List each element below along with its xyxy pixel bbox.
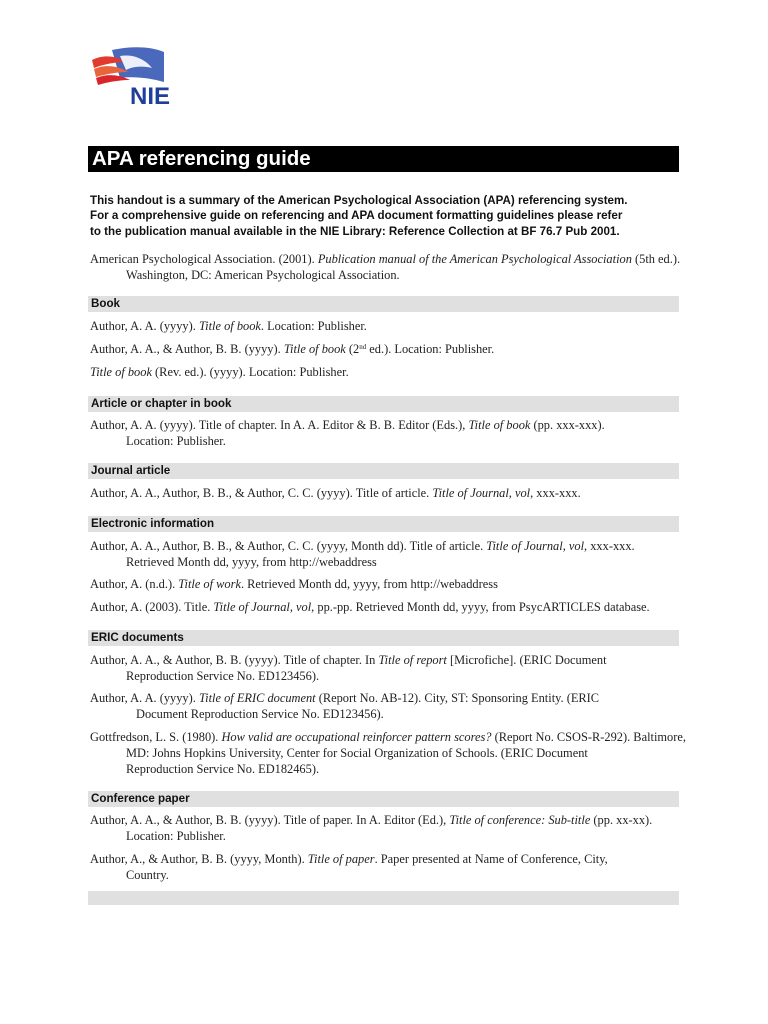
- ref-continuation: Document Reproduction Service No. ED123456).: [136, 707, 384, 722]
- ref-text: , xxx-xxx.: [584, 539, 635, 553]
- ref-continuation: Reproduction Service No. ED123456).: [126, 669, 320, 684]
- section-conference: Conference paper: [88, 791, 679, 807]
- reference-entry: [90, 538, 690, 570]
- ref-text: ed.). Location: Publisher.: [366, 342, 495, 356]
- reference-entry: [90, 251, 690, 283]
- ref-text: [Microfiche]. (ERIC Document: [446, 653, 607, 667]
- reference-entry: [90, 364, 690, 380]
- ref-title: Title of report: [378, 653, 447, 667]
- section-book: Book: [88, 296, 679, 312]
- section-footer-bar: [88, 891, 679, 905]
- logo-text: NIE: [130, 83, 171, 108]
- ref-text: American Psychological Association. (2001).: [90, 252, 318, 266]
- ref-title: Title of book: [283, 342, 346, 356]
- section-journal: Journal article: [88, 463, 679, 479]
- ref-text: Author, A. A., Author, B. B., & Author, C. C. (yyyy). Title of article.: [90, 486, 433, 500]
- ref-continuation: Reproduction Service No. ED182465).: [126, 762, 320, 777]
- intro-line: to the publication manual available in the NIE Library: Reference Collection at BF 76.7 Pub 2001.: [90, 224, 620, 238]
- ref-text: . Retrieved Month dd, yyyy, from http://webaddress: [240, 577, 498, 591]
- reference-entry: [90, 690, 690, 722]
- ref-text: , xxx-xxx.: [530, 486, 581, 500]
- reference-entry: [90, 851, 690, 883]
- ref-title: Title of book: [198, 319, 261, 333]
- nie-logo: [90, 42, 194, 108]
- ref-text: (pp. xx-xx).: [590, 813, 653, 827]
- reference-entry: [90, 417, 690, 449]
- ref-title: Title of ERIC document: [198, 691, 316, 705]
- reference-entry: [90, 341, 690, 357]
- ref-text: Author, A. A. (yyyy).: [90, 319, 199, 333]
- ref-text: Author, A., & Author, B. B. (yyyy, Month).: [90, 852, 308, 866]
- ref-title: Title of conference: Sub-title: [449, 813, 591, 827]
- ref-text: Author, A. A., & Author, B. B. (yyyy). Title of chapter. In: [90, 653, 379, 667]
- ref-title: How valid are occupational reinforcer pattern scores?: [221, 730, 492, 744]
- ref-text: . Paper presented at Name of Conference, City,: [374, 852, 608, 866]
- ref-continuation: Washington, DC: American Psychological Association.: [126, 268, 400, 283]
- ref-text: Author, A. (n.d.).: [90, 577, 179, 591]
- ref-text: (2: [345, 342, 360, 356]
- ref-text: Author, A. A., & Author, B. B. (yyyy).: [90, 342, 284, 356]
- page-title: APA referencing guide: [88, 146, 679, 172]
- ref-text: Author, A. A. (yyyy). Title of chapter. In A. A. Editor & B. B. Editor (Eds.),: [90, 418, 469, 432]
- ref-continuation: Retrieved Month dd, yyyy, from http://webaddress: [126, 555, 377, 570]
- ref-continuation: Country.: [126, 868, 169, 883]
- ref-title: Title of book: [90, 365, 152, 379]
- ref-title: Title of Journal, vol: [486, 539, 585, 553]
- ref-title: Title of book: [468, 418, 531, 432]
- ref-continuation: Location: Publisher.: [126, 434, 226, 449]
- reference-entry: [90, 652, 690, 684]
- ref-text: (5th ed.).: [631, 252, 681, 266]
- intro-line: For a comprehensive guide on referencing and APA document formatting guidelines please refer: [90, 209, 623, 223]
- ref-text: Gottfredson, L. S. (1980).: [90, 730, 222, 744]
- ref-title: Title of paper: [307, 852, 375, 866]
- intro-line: This handout is a summary of the American Psychological Association (APA) referencing system.: [90, 194, 628, 207]
- ref-text: Author, A. A., Author, B. B., & Author, C. C. (yyyy, Month dd). Title of article.: [90, 539, 487, 553]
- ref-text: Author, A. A., & Author, B. B. (yyyy). Title of paper. In A. Editor (Ed.),: [90, 813, 450, 827]
- reference-entry: [90, 576, 690, 592]
- ref-continuation: MD: Johns Hopkins University, Center for Social Organization of Schools. (ERIC Document: [126, 746, 588, 761]
- ref-text: (pp. xxx-xxx).: [530, 418, 605, 432]
- ref-title: Publication manual of the American Psychological Association: [317, 252, 632, 266]
- ref-continuation: Location: Publisher.: [126, 829, 226, 844]
- ref-text: Author, A. (2003). Title.: [90, 600, 214, 614]
- ref-text: (Report No. CSOS-R-292). Baltimore,: [491, 730, 686, 744]
- ref-title: Title of Journal, vol: [432, 486, 531, 500]
- reference-entry: [90, 318, 690, 334]
- ref-text: . Location: Publisher.: [260, 319, 367, 333]
- ref-text: Author, A. A. (yyyy).: [90, 691, 199, 705]
- intro-paragraph: [90, 193, 690, 239]
- reference-entry: [90, 729, 690, 778]
- section-electronic: Electronic information: [88, 516, 679, 532]
- section-eric: ERIC documents: [88, 630, 679, 646]
- ref-title: Title of Journal, vol: [213, 600, 312, 614]
- section-chapter: Article or chapter in book: [88, 396, 679, 412]
- reference-entry: [90, 599, 690, 615]
- ref-text: (Rev. ed.). (yyyy). Location: Publisher.: [151, 365, 349, 379]
- ref-superscript: nd: [359, 343, 367, 351]
- ref-text: (Report No. AB-12). City, ST: Sponsoring Entity. (ERIC: [315, 691, 600, 705]
- reference-entry: [90, 812, 690, 844]
- ref-title: Title of work: [178, 577, 241, 591]
- reference-entry: [90, 485, 690, 501]
- ref-text: , pp.-pp. Retrieved Month dd, yyyy, from PsycARTICLES database.: [311, 600, 650, 614]
